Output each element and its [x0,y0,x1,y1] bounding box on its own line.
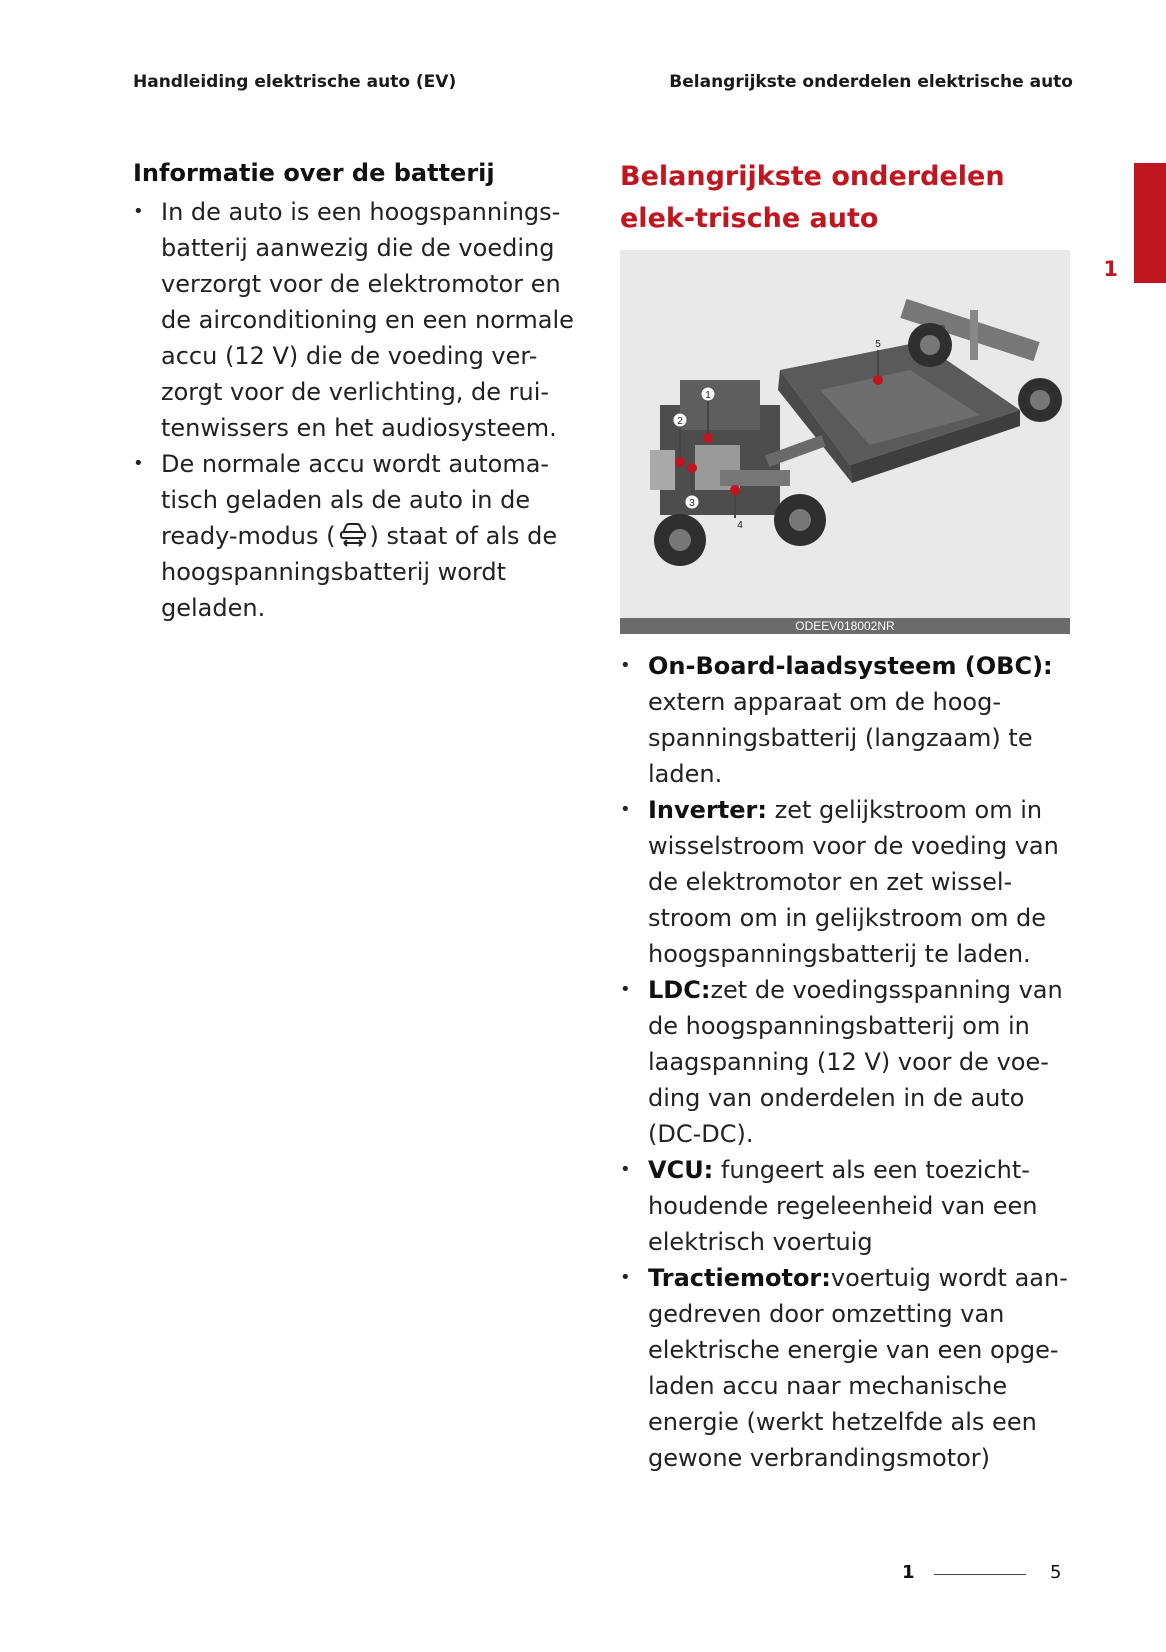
component-desc: zet de voedingsspanning van de hoogspanningsbatterij om in laagspanning (12 V) voor de voe-ding van onderdelen in de auto (DC-DC). [648,976,1063,1148]
component-term: LDC: [648,976,711,1004]
header-section-title: Belangrijkste onderdelen elektrische auto [669,72,1073,92]
figure-caption: ODEEV018002NR [620,618,1070,634]
battery-info-section [133,156,583,626]
list-item [620,972,1070,1152]
footer-chapter-number: 1 [902,1562,915,1583]
list-item: • In de auto is een hoogspannings-batterij aanwezig die de voeding verzorgt voor de elektromotor en de airconditioning en een normale accu (12 V) die de voeding ver-zorgt voor de verlichting, de rui-tenwissers en het audiosysteem. [133,194,583,446]
component-term: Inverter: [648,796,767,824]
component-term: On-Board-laadsysteem (OBC): [648,652,1053,680]
chapter-tab [1134,163,1166,283]
callout-3: 3 [689,498,695,509]
ev-chassis-illustration [620,250,1070,618]
list-item [133,446,583,626]
callout-2: 2 [677,416,683,427]
list-item [620,1152,1070,1260]
callout-5: 5 [875,339,881,350]
chapter-tab-number: 1 [1103,257,1118,281]
battery-info-title: Informatie over de batterij [133,159,495,187]
ready-mode-car-icon [336,521,370,549]
main-components-title: Belangrijkste onderdelen elek-trische auto [620,161,1005,234]
bullet-text-after: ) staat of als de hoogspanningsbatterij wordt geladen. [161,522,558,622]
footer-divider [934,1574,1026,1575]
list-item [620,648,1070,792]
list-item [620,1260,1070,1476]
callout-4: 4 [737,520,743,531]
callout-1: 1 [705,390,711,401]
header-manual-title: Handleiding elektrische auto (EV) [133,72,457,92]
battery-info-list [133,194,583,626]
ev-chassis-figure [620,250,1070,634]
component-desc: zet gelijkstroom om in wisselstroom voor de voeding van de elektromotor en zet wissel-stroom om in gelijkstroom om de hoogspanningsbatterij te laden. [648,796,1059,968]
component-desc: voertuig wordt aan-gedreven door omzetting van elektrische energie van een opge-laden accu naar mechanische energie (werkt hetzelfde als een gewone verbrandingsmotor) [648,1264,1068,1472]
footer-page-number: 5 [1050,1562,1062,1583]
component-desc: extern apparaat om de hoog-spanningsbatterij (langzaam) te laden. [648,688,1033,788]
component-desc: fungeert als een toezicht-houdende regeleenheid van een elektrisch voertuig [648,1156,1038,1256]
bullet-text-before: De normale accu wordt automa-tisch geladen als de auto in de ready-modus ( [161,450,550,550]
component-term: Tractiemotor: [648,1264,831,1292]
component-term: VCU: [648,1156,714,1184]
components-list [620,648,1070,1476]
main-components-section [620,156,1070,1476]
list-item [620,792,1070,972]
